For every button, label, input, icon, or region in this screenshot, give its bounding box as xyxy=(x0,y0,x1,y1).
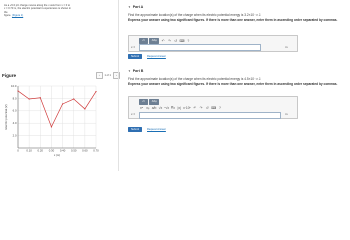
part-a-submit-button[interactable]: Submit xyxy=(128,54,142,59)
part-b-title: Part B xyxy=(132,69,144,73)
redo-icon[interactable]: ↷ xyxy=(167,38,171,43)
data-point xyxy=(73,98,74,99)
part-b-question: Find the approximate location(s) of the charge when its electric potential energy is 4.5×10⁻¹² J. xyxy=(128,77,262,81)
superscript-button[interactable]: xᵃ xyxy=(140,106,143,110)
x-tick-label: 0 xyxy=(17,148,19,153)
chevron-right-icon[interactable]: › xyxy=(113,72,120,79)
data-point xyxy=(40,97,41,98)
problem-text-line-1: As a +5.0 pC charge moves along the x axis from x = 0 to xyxy=(4,4,71,7)
x-tick-label: 0.20 xyxy=(37,148,44,153)
x-tick-label: 0.10 xyxy=(26,148,32,153)
figure-label: Figure xyxy=(2,73,17,78)
caret-down-icon: ▼ xyxy=(128,69,131,73)
part-a-header[interactable] xyxy=(128,5,338,9)
part-a xyxy=(128,5,338,23)
part-a-request-answer-link[interactable]: Request Answer xyxy=(147,54,166,58)
part-b-answer-input[interactable] xyxy=(139,112,281,119)
reset-icon[interactable]: ↺ xyxy=(174,38,178,43)
problem-statement xyxy=(4,4,74,17)
panel-divider xyxy=(118,0,119,171)
templates-button[interactable]: √□ xyxy=(139,99,148,105)
fraction-button[interactable]: a/b xyxy=(151,106,157,110)
part-b-toolbar xyxy=(139,99,159,105)
templates-button[interactable]: √□ xyxy=(139,38,148,44)
part-b-answer-panel xyxy=(128,96,298,119)
y-tick-label: 6.0 xyxy=(12,108,17,113)
part-b-unit: m xyxy=(285,112,288,116)
part-a-unit: m xyxy=(285,44,288,49)
scientific-notation-button[interactable]: x·10ⁿ xyxy=(183,106,191,110)
redo-icon[interactable]: ↷ xyxy=(199,106,203,110)
potential-chart xyxy=(0,80,112,170)
part-b-request-answer-link[interactable]: Request Answer xyxy=(147,127,166,131)
data-point xyxy=(17,90,18,91)
x-axis-title: x (m) xyxy=(53,153,61,157)
part-a-answer-input[interactable] xyxy=(139,44,261,51)
part-b-answer-label: x = xyxy=(131,112,136,116)
problem-text-line-2: x = 0.70 m, the electric potential it experiences is shown in the xyxy=(4,7,71,14)
undo-icon[interactable]: ↶ xyxy=(161,38,165,43)
x-tick-label: 0.60 xyxy=(82,148,88,153)
keyboard-icon[interactable]: ⌨ xyxy=(179,38,185,43)
data-point xyxy=(29,98,30,99)
abs-value-button[interactable]: |x| xyxy=(177,106,182,110)
y-axis-title: Electric potential (V) xyxy=(4,104,8,130)
figure-pager xyxy=(96,72,120,79)
y-tick-label: 4.0 xyxy=(12,121,17,126)
caret-down-icon: ▼ xyxy=(128,5,131,9)
sqrt-button[interactable]: √x xyxy=(158,106,163,110)
part-a-instruction: Express your answer using two significant figures. If there is more than one answer, enter them in ascending order separated by commas. xyxy=(128,18,338,23)
problem-text-prefix: figure. xyxy=(4,13,12,17)
data-point xyxy=(51,126,52,127)
part-b-toolbar-row-2 xyxy=(139,105,222,111)
pager-text: 1 of 1 xyxy=(104,73,111,77)
part-a-toolbar xyxy=(139,38,191,44)
y-tick-label: 2.0 xyxy=(12,133,17,138)
part-a-answer-label: x = xyxy=(131,44,136,49)
part-b-header[interactable] xyxy=(128,69,338,73)
x-tick-label: 0.40 xyxy=(59,148,66,153)
y-tick-label: 8.0 xyxy=(12,96,17,101)
reset-icon[interactable]: ↺ xyxy=(205,106,209,110)
help-icon[interactable]: ? xyxy=(187,38,190,43)
symbols-button[interactable]: AΣφ xyxy=(149,99,159,105)
part-a-title: Part A xyxy=(132,5,144,9)
part-b-instruction: Express your answer using two significant figures. If there is more than one answer, enter them in ascending order separated by commas. xyxy=(128,82,338,87)
part-a-question: Find the approximate location(s) of the charge when its electric potential energy is 3.2×10⁻¹² J. xyxy=(128,13,262,17)
figure-link[interactable]: (Figure 1) xyxy=(11,13,24,17)
part-b xyxy=(128,69,338,87)
part-b-submit-button[interactable]: Submit xyxy=(128,127,142,132)
data-point xyxy=(95,91,96,92)
x-tick-label: 0.50 xyxy=(70,148,77,153)
problem-text-line-3 xyxy=(4,14,74,17)
x-tick-label: 0.30 xyxy=(48,148,55,153)
cube-root-button[interactable]: ∛x xyxy=(171,106,175,110)
nth-root-button[interactable]: ⁿ√x xyxy=(164,106,170,110)
subscript-button[interactable]: xᵦ xyxy=(146,106,150,110)
chevron-left-icon[interactable]: ‹ xyxy=(96,72,103,79)
y-tick-label: 10.0 xyxy=(11,83,17,88)
keyboard-icon[interactable]: ⌨ xyxy=(211,106,217,110)
data-point xyxy=(84,108,85,109)
help-icon[interactable]: ? xyxy=(218,106,221,110)
x-tick-label: 0.70 xyxy=(93,148,99,153)
symbols-button[interactable]: AΣφ xyxy=(149,38,159,44)
undo-icon[interactable]: ↶ xyxy=(193,106,197,110)
part-a-answer-panel xyxy=(128,35,298,52)
data-point xyxy=(62,103,63,104)
